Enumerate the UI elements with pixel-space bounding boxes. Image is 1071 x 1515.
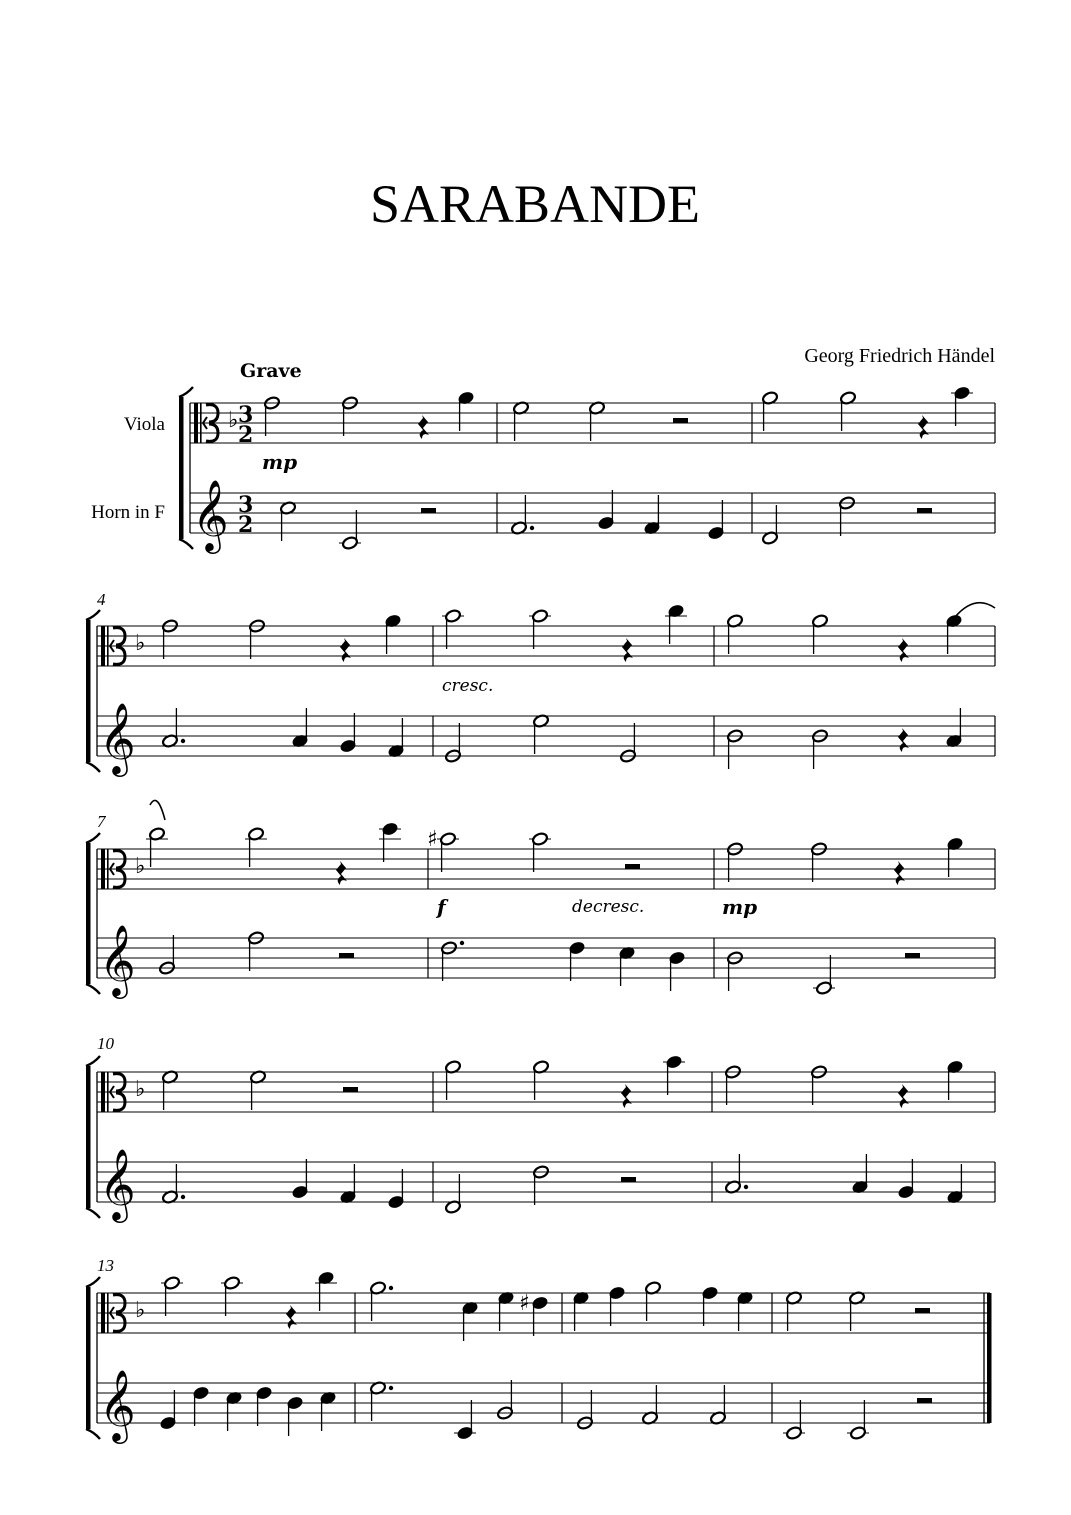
note	[255, 1386, 272, 1426]
system-bracket	[86, 1066, 91, 1208]
key-signature-flat-icon: ♭	[228, 408, 239, 433]
measure-number-4: 4	[97, 590, 106, 609]
note	[381, 822, 398, 862]
half-rest-icon	[343, 1087, 358, 1092]
note	[810, 1065, 827, 1105]
treble-clef-icon: 𝄞	[192, 478, 229, 551]
note	[946, 1060, 963, 1100]
treble-clef-icon: 𝄞	[99, 923, 136, 996]
note	[387, 718, 404, 758]
note	[369, 1381, 393, 1421]
system-bracket	[86, 1287, 91, 1429]
system-3	[86, 822, 995, 999]
note	[726, 614, 743, 654]
note	[667, 604, 684, 644]
note	[709, 1385, 726, 1425]
note	[444, 723, 461, 763]
note	[953, 386, 970, 426]
note	[456, 1400, 473, 1440]
quarter-rest-icon	[340, 638, 351, 662]
note	[223, 1276, 240, 1316]
augmentation-dot	[181, 1195, 185, 1199]
note	[839, 391, 856, 431]
augmentation-dot	[744, 1185, 748, 1189]
note	[668, 951, 685, 991]
note	[588, 401, 605, 441]
note	[497, 1291, 514, 1331]
system-bracket	[86, 843, 91, 984]
note	[761, 505, 778, 545]
note	[761, 391, 778, 431]
note	[457, 391, 474, 431]
note	[811, 614, 828, 654]
music-notation	[86, 386, 995, 1444]
note	[263, 396, 280, 436]
note	[945, 708, 962, 748]
note	[726, 951, 743, 991]
composer-name: Georg Friedrich Händel	[804, 345, 995, 367]
system-5	[86, 1271, 992, 1444]
note	[811, 729, 828, 769]
note	[161, 1164, 185, 1204]
note	[851, 1154, 868, 1194]
note	[161, 1070, 178, 1110]
quarter-rest-icon	[898, 728, 909, 752]
slur	[150, 800, 165, 820]
horn-staff	[97, 938, 995, 978]
augmentation-dot	[530, 526, 534, 530]
note	[247, 931, 264, 971]
augmentation-dot	[460, 941, 464, 945]
note	[444, 1174, 461, 1214]
note	[319, 1391, 336, 1431]
key-signature-flat-icon: ♭	[135, 854, 146, 879]
note	[701, 1286, 718, 1326]
system-bracket	[86, 620, 91, 762]
note	[849, 1400, 866, 1440]
half-rest-icon	[915, 1308, 930, 1313]
note	[572, 1291, 589, 1331]
note	[440, 941, 464, 981]
note	[158, 935, 175, 975]
note	[946, 1164, 963, 1204]
note	[532, 1060, 549, 1100]
note	[736, 1291, 753, 1331]
note	[810, 842, 827, 882]
quarter-rest-icon	[898, 1084, 909, 1108]
note	[897, 1159, 914, 1199]
time-signature-numerator: 3	[238, 402, 254, 428]
key-signature-flat-icon: ♭	[135, 1298, 146, 1323]
note	[317, 1271, 334, 1311]
note	[341, 396, 358, 436]
note	[249, 1070, 266, 1110]
score-title: SARABANDE	[369, 174, 701, 234]
note	[643, 495, 660, 535]
note	[618, 946, 635, 986]
measure-number-13: 13	[97, 1256, 114, 1275]
note	[225, 1391, 242, 1431]
note	[291, 1159, 308, 1199]
note	[532, 1165, 549, 1205]
expression-decresc-m8: decresc.	[572, 897, 645, 917]
horn-staff	[190, 493, 995, 533]
sharp-accidental-icon: ♯	[427, 827, 438, 852]
note	[644, 1281, 661, 1321]
half-rest-icon	[917, 1398, 932, 1403]
note	[148, 827, 165, 867]
quarter-rest-icon	[898, 638, 909, 662]
note	[531, 832, 548, 872]
note	[510, 495, 534, 535]
note	[726, 842, 743, 882]
half-rest-icon	[917, 508, 932, 513]
note	[248, 619, 265, 659]
note	[576, 1390, 593, 1430]
instrument-label-horn: Horn in F	[91, 502, 165, 523]
note	[161, 708, 185, 748]
quarter-rest-icon	[622, 638, 633, 662]
half-rest-icon	[339, 953, 354, 958]
augmentation-dot	[389, 1386, 393, 1390]
note	[641, 1385, 658, 1425]
viola-staff	[97, 849, 995, 889]
quarter-rest-icon	[336, 861, 347, 885]
viola-staff	[97, 626, 995, 666]
note	[724, 1154, 748, 1194]
dynamic-mp-m1: mp	[262, 450, 298, 474]
half-rest-icon	[673, 418, 688, 423]
note	[161, 619, 178, 659]
note	[279, 501, 296, 541]
quarter-rest-icon	[918, 415, 929, 439]
key-signature-flat-icon: ♭	[135, 1077, 146, 1102]
note	[724, 1065, 741, 1105]
quarter-rest-icon	[418, 415, 429, 439]
quarter-rest-icon	[286, 1305, 297, 1329]
note	[339, 1164, 356, 1204]
note	[946, 837, 963, 877]
dynamic-mp-m9: mp	[722, 895, 758, 919]
note	[532, 714, 549, 754]
note	[608, 1286, 625, 1326]
viola-staff	[97, 1072, 995, 1112]
time-signature-denominator: 2	[238, 512, 254, 538]
note	[945, 614, 962, 654]
note	[192, 1386, 209, 1426]
half-rest-icon	[421, 508, 436, 513]
quarter-rest-icon	[894, 861, 905, 885]
note	[247, 827, 264, 867]
system-2	[86, 604, 995, 777]
note	[163, 1276, 180, 1316]
treble-clef-icon: 𝄞	[99, 701, 136, 774]
note	[665, 1055, 682, 1095]
augmentation-dot	[389, 1286, 393, 1290]
quarter-rest-icon	[621, 1084, 632, 1108]
slur	[955, 603, 995, 617]
measure-number-10: 10	[97, 1034, 114, 1053]
note	[568, 941, 585, 981]
expression-cresc-m5: cresc.	[442, 676, 494, 696]
time-signature-denominator: 2	[238, 422, 254, 448]
dynamic-f-m8: f	[437, 895, 446, 919]
note	[461, 1301, 478, 1341]
measure-number-7: 7	[97, 812, 106, 831]
system-1	[179, 386, 995, 554]
note	[444, 609, 461, 649]
horn-staff	[97, 1383, 990, 1423]
note	[159, 1390, 176, 1430]
note	[785, 1291, 802, 1331]
note	[444, 1060, 461, 1100]
note	[512, 401, 529, 441]
note	[838, 496, 855, 536]
treble-clef-icon: 𝄞	[99, 1368, 136, 1441]
sharp-accidental-icon: ♯	[519, 1291, 530, 1316]
system-bracket	[179, 397, 184, 539]
note	[785, 1400, 802, 1440]
note	[848, 1291, 865, 1331]
note	[286, 1396, 303, 1436]
key-signature-flat-icon: ♭	[135, 631, 146, 656]
time-signature-numerator: 3	[238, 492, 254, 518]
note	[726, 729, 743, 769]
note	[496, 1380, 513, 1420]
tempo-marking: Grave	[240, 360, 302, 382]
instrument-label-viola: Viola	[123, 414, 165, 435]
note	[387, 1169, 404, 1209]
note	[339, 713, 356, 753]
note	[291, 708, 308, 748]
half-rest-icon	[905, 953, 920, 958]
note	[707, 500, 724, 540]
system-4	[86, 1055, 995, 1223]
note	[619, 723, 636, 763]
treble-clef-icon: 𝄞	[99, 1147, 136, 1220]
note	[531, 609, 548, 649]
note	[384, 614, 401, 654]
note	[369, 1281, 393, 1321]
augmentation-dot	[181, 739, 185, 743]
note	[597, 490, 614, 530]
half-rest-icon	[621, 1177, 636, 1182]
half-rest-icon	[625, 864, 640, 869]
note	[815, 955, 832, 995]
note	[341, 510, 358, 550]
